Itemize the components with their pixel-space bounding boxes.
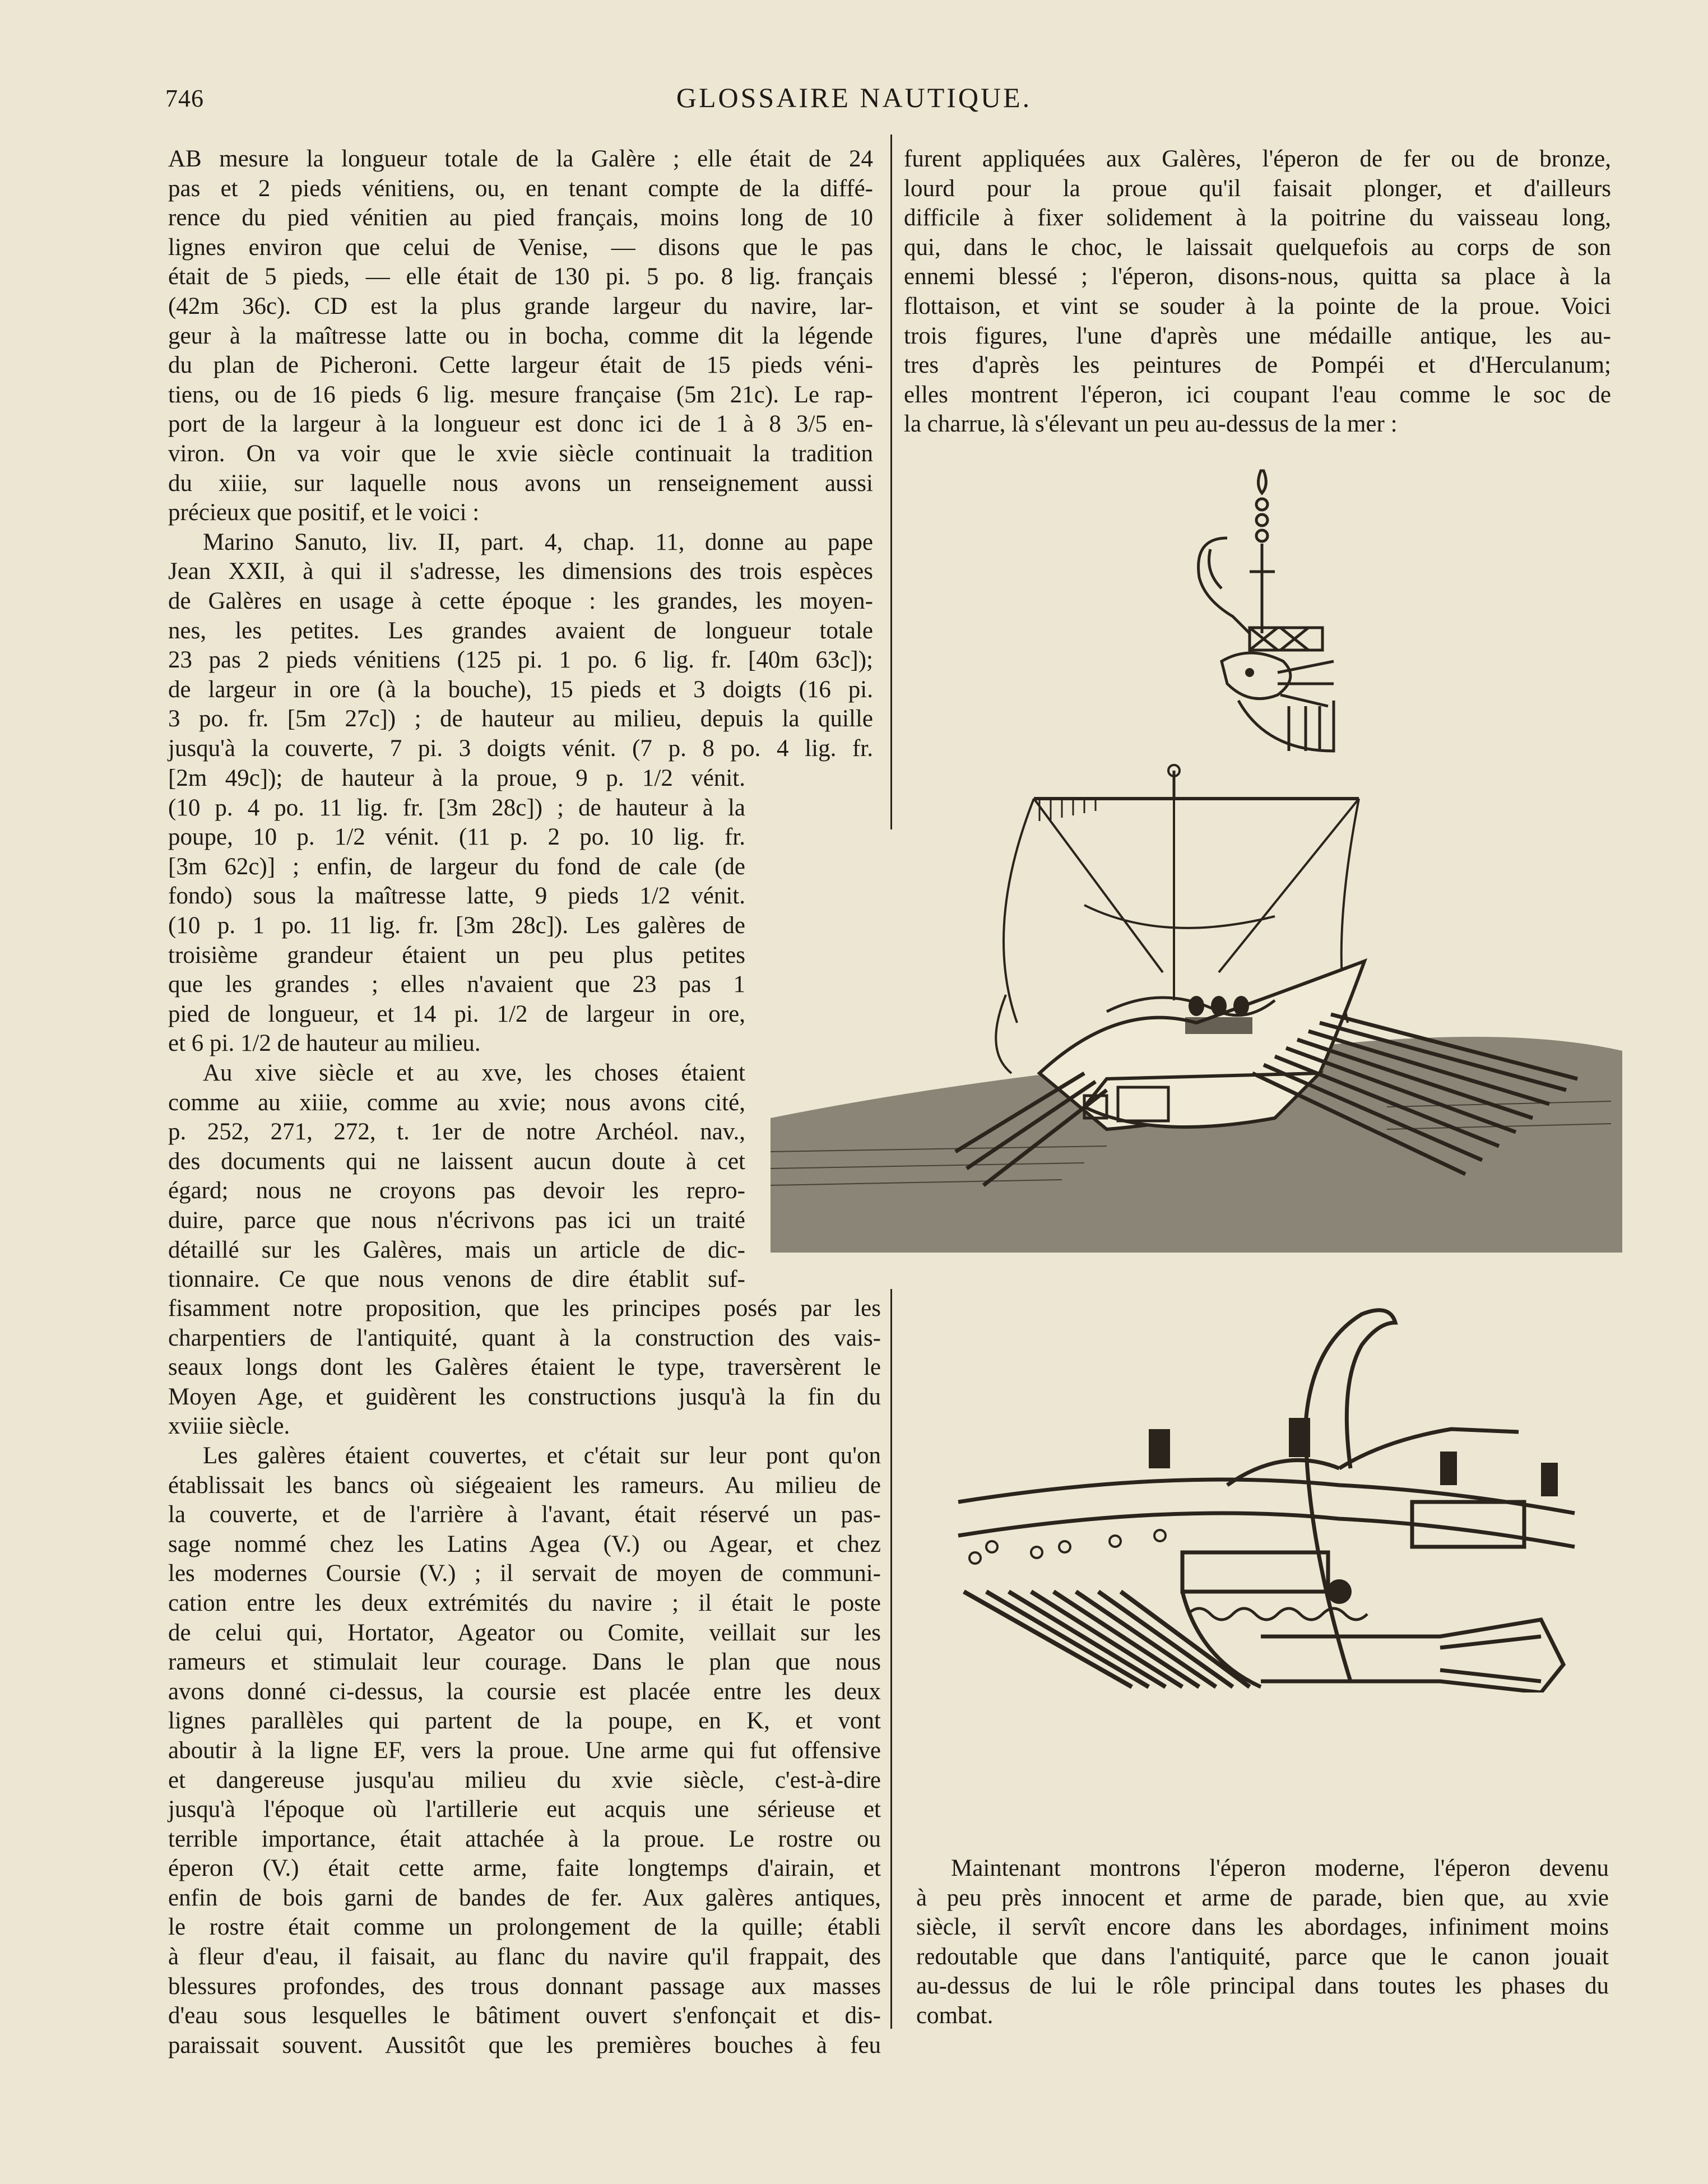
text-line: égard; nous ne croyons pas devoir les repro- <box>168 1177 745 1204</box>
text-line: la charrue, là s'élevant un peu au-dessus de la mer : <box>904 411 1398 438</box>
text-line: difficile à fixer solidement à la poitrine du vaisseau long, <box>904 205 1611 231</box>
text-line: port de la largeur à la longueur est donc ici de 1 à 8 3/5 en- <box>168 411 873 438</box>
text-line: et dangereuse jusqu'au milieu du xvie siècle, c'est-à-dire <box>168 1766 881 1793</box>
text-line: 23 pas 2 pieds vénitiens (125 pi. 1 po. 6 lig. fr. [40m 63c]); <box>168 647 873 674</box>
text-line: flottaison, et vint se souder à la pointe de la proue. Voici <box>904 293 1611 319</box>
text-line: [2m 49c]); de hauteur à la proue, 9 p. 1/2 vénit. <box>168 765 745 791</box>
running-title: GLOSSAIRE NAUTIQUE. <box>676 82 1032 113</box>
text-line: AB mesure la longueur totale de la Galère ; elle était de 24 <box>168 146 873 172</box>
caption-line: redoutable que dans l'antiquité, parce que le canon jouait <box>916 1943 1609 1970</box>
caption-line: siècle, il servît encore dans les abordages, infiniment moins <box>916 1914 1609 1941</box>
text-line: nes, les petites. Les grandes avaient de longueur totale <box>168 617 873 644</box>
text-line: paraissait souvent. Aussitôt que les premières bouches à feu <box>168 2032 881 2058</box>
text-line: avons donné ci-dessus, la coursie est placée entre les deux <box>168 1678 881 1705</box>
text-line: la couverte, et de l'arrière à l'avant, était réservé un pas- <box>168 1501 881 1528</box>
text-line: à fleur d'eau, il faisait, au flanc du navire qu'il frappait, des <box>168 1944 881 1970</box>
text-line: aboutir à la ligne EF, vers la proue. Une arme qui fut offensive <box>168 1737 881 1764</box>
text-line: comme au xiiie, comme au xvie; nous avons cité, <box>168 1089 745 1116</box>
text-line: du xiiie, sur laquelle nous avons un renseignement aussi <box>168 470 873 497</box>
text-line: lourd pour la proue qu'il faisait plonger, et d'ailleurs <box>904 175 1611 202</box>
text-line: tres d'après les peintures de Pompéi et d'Herculanum; <box>904 352 1611 379</box>
text-line: [3m 62c)] ; enfin, de largeur du fond de cale (de <box>168 853 745 880</box>
text-line: furent appliquées aux Galères, l'éperon de fer ou de bronze, <box>904 146 1611 172</box>
text-line: xviiie siècle. <box>168 1413 290 1440</box>
text-line: tiens, ou de 16 pieds 6 lig. mesure française (5m 21c). Le rap- <box>168 381 873 408</box>
text-line: viron. On va voir que le xvie siècle continuait la tradition <box>168 440 873 467</box>
text-line: blessures profondes, des trous donnant passage aux masses <box>168 1973 881 2000</box>
text-line: que les grandes ; elles n'avaient que 23 pas 1 <box>168 971 745 998</box>
text-line: le rostre était comme un prolongement de la quille; établi <box>168 1914 881 1941</box>
text-line: Moyen Age, et guidèrent les constructions jusqu'à la fin du <box>168 1383 881 1410</box>
text-line: jusqu'à l'époque où l'artillerie eut acquis une sérieuse et <box>168 1796 881 1823</box>
caption-line: Maintenant montrons l'éperon moderne, l'éperon devenu <box>951 1855 1609 1881</box>
galley-illustration <box>771 759 1622 1253</box>
text-line: de Galères en usage à cette époque : les grandes, les moyen- <box>168 587 873 614</box>
text-line: rameurs et stimulait leur courage. Dans le plan que nous <box>168 1649 881 1676</box>
text-line: fisamment notre proposition, que les principes posés par les <box>168 1295 881 1321</box>
medal-prow-icon <box>1166 460 1350 757</box>
text-line: était de 5 pieds, — elle était de 130 pi. 5 po. 8 lig. français <box>168 263 873 290</box>
text-line: de largeur in ore (à la bouche), 15 pieds et 3 doigts (16 pi. <box>168 676 873 703</box>
text-line: du plan de Picheroni. Cette largeur était de 15 pieds véni- <box>168 352 873 379</box>
text-line: terrible importance, était attachée à la proue. Le rostre ou <box>168 1825 881 1852</box>
text-line: (10 p. 4 po. 11 lig. fr. [3m 28c]) ; de hauteur à la <box>168 794 745 821</box>
text-line: et 6 pi. 1/2 de hauteur au milieu. <box>168 1030 481 1057</box>
text-line: Les galères étaient couvertes, et c'était sur leur pont qu'on <box>203 1442 881 1469</box>
text-line: lignes environ que celui de Venise, — disons que le pas <box>168 234 873 261</box>
page-number: 746 <box>165 85 204 112</box>
left-column-bottom <box>168 1294 881 2060</box>
left-column-top <box>168 145 873 763</box>
text-line: précieux que positif, et le voici : <box>168 499 480 526</box>
text-line: d'eau sous lesquelles le bâtiment ouvert s'enfonçait et dis- <box>168 2002 881 2029</box>
text-line: duire, parce que nous n'écrivons pas ici un traité <box>168 1207 745 1234</box>
caption-line: combat. <box>916 2002 994 2029</box>
prow-illustration <box>947 1300 1586 1693</box>
text-line: seaux longs dont les Galères étaient le type, traversèrent le <box>168 1354 881 1381</box>
text-line: de celui qui, Hortator, Ageator ou Comite, veillait sur les <box>168 1619 881 1646</box>
text-line: lignes parallèles qui partent de la poupe, en K, et vont <box>168 1708 881 1735</box>
text-line: établissait les bancs où siégeaient les rameurs. Au milieu de <box>168 1472 881 1499</box>
text-line: pied de longueur, et 14 pi. 1/2 de largeur in ore, <box>168 1000 745 1027</box>
medal-prow-illustration <box>1166 460 1350 757</box>
caption-line: au-dessus de lui le rôle principal dans toutes les phases du <box>916 1973 1609 2000</box>
column-rule-upper <box>890 135 892 829</box>
text-line: les modernes Coursie (V.) ; il servait de moyen de communi- <box>168 1560 881 1587</box>
caption-line: à peu près innocent et arme de parade, bien que, au xvie <box>916 1884 1609 1911</box>
text-line: cation entre les deux extrémités du navire ; il était le poste <box>168 1589 881 1616</box>
text-line: des documents qui ne laissent aucun doute à cet <box>168 1148 745 1175</box>
text-line: pas et 2 pieds vénitiens, ou, en tenant compte de la diffé- <box>168 175 873 202</box>
text-line: charpentiers de l'antiquité, quant à la construction des vais- <box>168 1324 881 1351</box>
text-line: ennemi blessé ; l'éperon, disons-nous, quitta sa place à la <box>904 263 1611 290</box>
text-line: Au xive siècle et au xve, les choses étaient <box>203 1059 745 1086</box>
text-line: enfin de bois garni de bandes de fer. Aux galères antiques, <box>168 1884 881 1911</box>
text-line: Marino Sanuto, liv. II, part. 4, chap. 11, donne au pape <box>203 528 873 555</box>
right-column <box>904 145 1611 439</box>
text-line: sage nommé chez les Latins Agea (V.) ou Agear, et chez <box>168 1531 881 1557</box>
text-line: qui, dans le choc, le laissait quelquefois au corps de son <box>904 234 1611 261</box>
text-line: tionnaire. Ce que nous venons de dire établit suf- <box>168 1266 745 1293</box>
text-line: jusqu'à la couverte, 7 pi. 3 doigts vénit. (7 p. 8 po. 4 lig. fr. <box>168 735 873 762</box>
text-line: rence du pied vénitien au pied français, moins long de 10 <box>168 205 873 231</box>
text-line: éperon (V.) était cette arme, faite longtemps d'airain, et <box>168 1855 881 1882</box>
column-rule-lower <box>890 1289 892 2029</box>
left-column-narrow <box>168 764 745 1295</box>
text-line: elles montrent l'éperon, ici coupant l'eau comme le soc de <box>904 381 1611 408</box>
prow-icon <box>947 1300 1586 1693</box>
text-line: (42m 36c). CD est la plus grande largeur du navire, lar- <box>168 293 873 319</box>
text-line: geur à la maîtresse latte ou in bocha, comme dit la légende <box>168 322 873 349</box>
text-line: (10 p. 1 po. 11 lig. fr. [3m 28c]). Les galères de <box>168 912 745 939</box>
text-line: trois figures, l'une d'après une médaille antique, les au- <box>904 322 1611 349</box>
text-line: p. 252, 271, 272, t. 1er de notre Archéol. nav., <box>168 1119 745 1146</box>
figure-caption <box>916 1854 1609 2031</box>
text-line: détaillé sur les Galères, mais un article de dic- <box>168 1236 745 1263</box>
text-line: troisième grandeur étaient un peu plus petites <box>168 942 745 968</box>
galley-icon <box>771 759 1622 1253</box>
text-line: poupe, 10 p. 1/2 vénit. (11 p. 2 po. 10 lig. fr. <box>168 824 745 851</box>
text-line: Jean XXII, à qui il s'adresse, les dimensions des trois espèces <box>168 558 873 585</box>
text-line: 3 po. fr. [5m 27c]) ; de hauteur au milieu, depuis la quille <box>168 706 873 732</box>
text-line: fondo) sous la maîtresse latte, 9 pieds 1/2 vénit. <box>168 883 745 910</box>
